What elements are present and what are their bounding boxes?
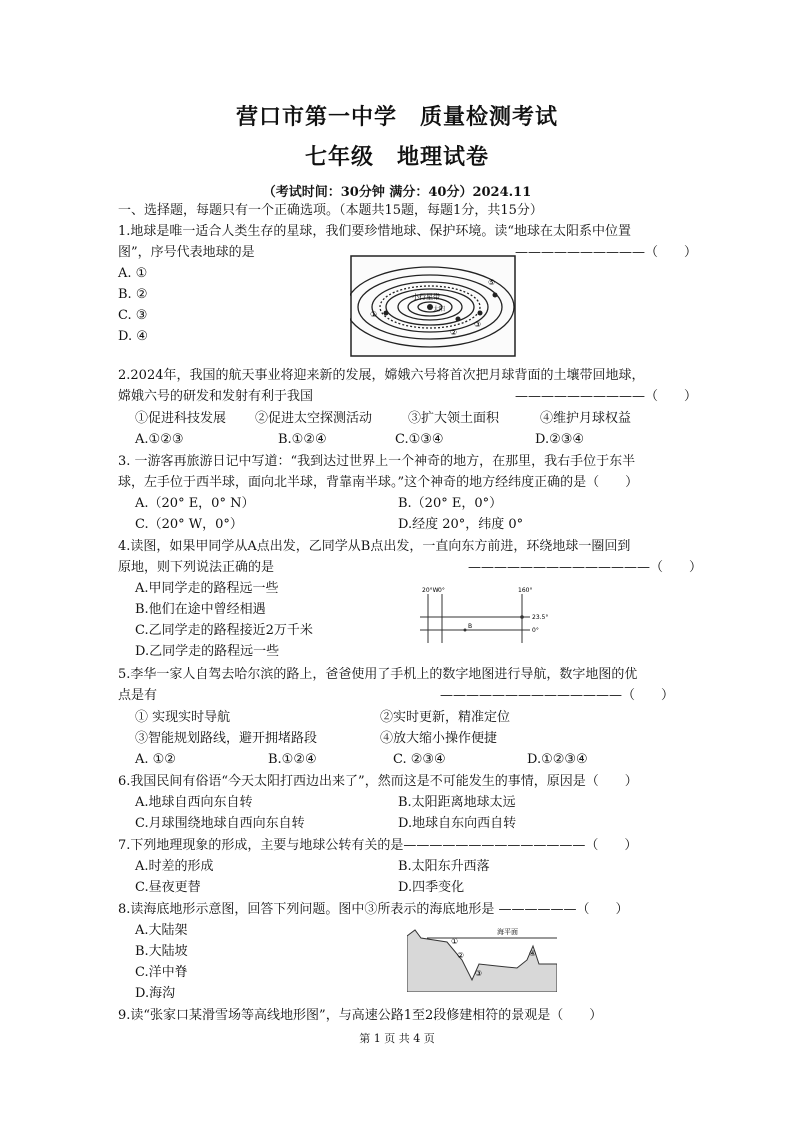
sea-level-label: 海平面: [497, 928, 518, 936]
q8-option-c: C.洋中脊: [135, 965, 188, 980]
seafloor-figure: [407, 920, 557, 992]
exam-info: （考试时间：30分钟 满分：40分）2024.11: [262, 185, 532, 200]
latitude-figure: [420, 583, 570, 645]
q2-statement-4: ④维护月球权益: [540, 411, 632, 426]
q4-option-c: C.乙同学走的路程接近2万千米: [135, 623, 313, 638]
q4-option-a: A.甲同学走的路程远一些: [135, 581, 279, 596]
q7-stem: 7.下列地理现象的形成，主要与地球公转有关的是——————————————（ ）: [118, 838, 638, 853]
q5-statement-3: ③智能规划路线，避开拥堵路段: [135, 731, 318, 746]
q2-statement-1: ①促进科技发展: [135, 411, 227, 426]
q1-answer-blank: ——————————（ ）: [515, 245, 698, 260]
svg-text:③: ③: [474, 320, 482, 329]
q2-option-d: D.②③④: [535, 432, 585, 447]
q2-option-a: A.①②③: [135, 432, 184, 447]
solar-system-figure: [350, 255, 516, 357]
q1-stem-line2: 图”，序号代表地球的是: [118, 245, 255, 260]
fig-160-label: 160°: [518, 587, 533, 594]
q3-option-a: A.（20° E，0° N）: [135, 496, 255, 511]
asteroid-belt-label: 小行星带: [412, 293, 440, 301]
q9-stem: 9.读“张家口某滑雪场等高线地形图”，与高速公路1至2段修建相符的景观是（ ）: [118, 1008, 603, 1023]
q5-stem-line2: 点是有: [118, 688, 158, 703]
q2-stem-line1: 2.2024年，我国的航天事业将迎来新的发展，嫦娥六号将首次把月球背面的土壤带回地球，: [118, 368, 645, 383]
q7-option-a: A.时差的形成: [135, 859, 214, 874]
q3-option-d: D.经度 20°，纬度 0°: [398, 517, 524, 532]
q3-option-c: C.（20° W，0°）: [135, 517, 243, 532]
svg-text:①: ①: [451, 937, 459, 946]
q1-option-a: A. ①: [118, 266, 148, 281]
sun-label: 太阳: [433, 306, 446, 313]
q8-stem: 8.读海底地形示意图，回答下列问题。图中③所表示的海底地形是 ——————（ ）: [118, 902, 629, 917]
q5-stem-line1: 5.李华一家人自驾去哈尔滨的路上，爸爸使用了手机上的数字地图进行导航，数字地图的优: [118, 667, 638, 682]
q6-option-c: C.月球围绕地球自西向东自转: [135, 816, 305, 831]
exam-title: 营口市第一中学 质量检测考试: [235, 105, 558, 130]
q1-option-c: C. ③: [118, 308, 148, 323]
q4-option-d: D.乙同学走的路程远一些: [135, 644, 280, 659]
q5-option-c: C. ②③④: [393, 752, 446, 767]
q3-option-b: B.（20° E，0°）: [398, 496, 503, 511]
q2-answer-blank: ——————————（ ）: [515, 389, 698, 404]
q6-option-a: A.地球自西向东自转: [135, 795, 253, 810]
q2-statement-2: ②促进太空探测活动: [255, 411, 373, 426]
q5-statement-2: ②实时更新，精准定位: [380, 710, 511, 725]
q4-stem-line1: 4.读图，如果甲同学从A点出发，乙同学从B点出发，一直向东方前进，环绕地球一圈回到: [118, 539, 631, 554]
q5-option-d: D.①②③④: [527, 752, 588, 767]
q5-statement-4: ④放大缩小操作便捷: [380, 731, 498, 746]
q7-option-b: B.太阳东升西落: [398, 859, 490, 874]
svg-text:②: ②: [457, 951, 465, 960]
q1-option-b: B. ②: [118, 287, 148, 302]
q7-option-c: C.昼夜更替: [135, 880, 201, 895]
q2-option-b: B.①②④: [278, 432, 327, 447]
q5-statement-1: ① 实现实时导航: [135, 710, 231, 725]
q2-stem-line2: 嫦娥六号的研发和发射有利于我国: [118, 389, 314, 404]
svg-text:③: ③: [475, 969, 483, 978]
q8-option-d: D.海沟: [135, 986, 176, 1001]
q6-option-b: B.太阳距离地球太远: [398, 795, 516, 810]
svg-text:⑤: ⑤: [488, 278, 496, 287]
svg-text:①: ①: [370, 310, 378, 319]
q3-stem-line2: 球，左手位于西半球，面向北半球，背靠南半球。”这个神奇的地方经纬度正确的是（ ）: [118, 475, 639, 490]
exam-subtitle: 七年级 地理试卷: [304, 145, 489, 170]
q2-option-c: C.①③④: [395, 432, 444, 447]
fig-20w-label: 20°W: [422, 587, 439, 594]
q7-option-d: D.四季变化: [398, 880, 465, 895]
q4-option-b: B.他们在途中曾经相遇: [135, 602, 266, 617]
q8-option-b: B.大陆坡: [135, 944, 188, 959]
q6-stem: 6.我国民间有俗语“今天太阳打西边出来了”，然而这是不可能发生的事情，原因是（ ）: [118, 774, 638, 789]
q5-option-a: A. ①②: [135, 752, 176, 767]
q6-option-d: D.地球自东向西自转: [398, 816, 517, 831]
q4-answer-blank: ——————————————（ ）: [468, 560, 703, 575]
q5-option-b: B.①②④: [268, 752, 317, 767]
section-heading: 一、选择题，每题只有一个正确选项。（本题共15题，每题1分，共15分）: [118, 203, 543, 218]
svg-text:④: ④: [529, 949, 537, 958]
q1-option-d: D. ④: [118, 329, 148, 344]
page-footer: 第 1 页 共 4 页: [359, 1032, 435, 1045]
fig-equator-label: 0°: [532, 627, 539, 634]
q8-option-a: A.大陆架: [135, 923, 188, 938]
q1-stem-line1: 1.地球是唯一适合人类生存的星球，我们要珍惜地球、保护环境。读“地球在太阳系中位置: [118, 224, 632, 239]
q4-stem-line2: 原地，则下列说法正确的是: [118, 560, 275, 575]
q3-stem-line1: 3. 一游客再旅游日记中写道：“我到达过世界上一个神奇的地方，在那里，我右手位于东半: [118, 454, 636, 469]
q2-statement-3: ③扩大领土面积: [408, 411, 500, 426]
q5-answer-blank: ——————————————（ ）: [440, 688, 675, 703]
fig-23-label: 23.5°: [532, 614, 549, 621]
svg-text:②: ②: [450, 328, 458, 337]
fig-0-label: 0°: [438, 587, 445, 594]
fig-point-b: B: [468, 623, 473, 630]
